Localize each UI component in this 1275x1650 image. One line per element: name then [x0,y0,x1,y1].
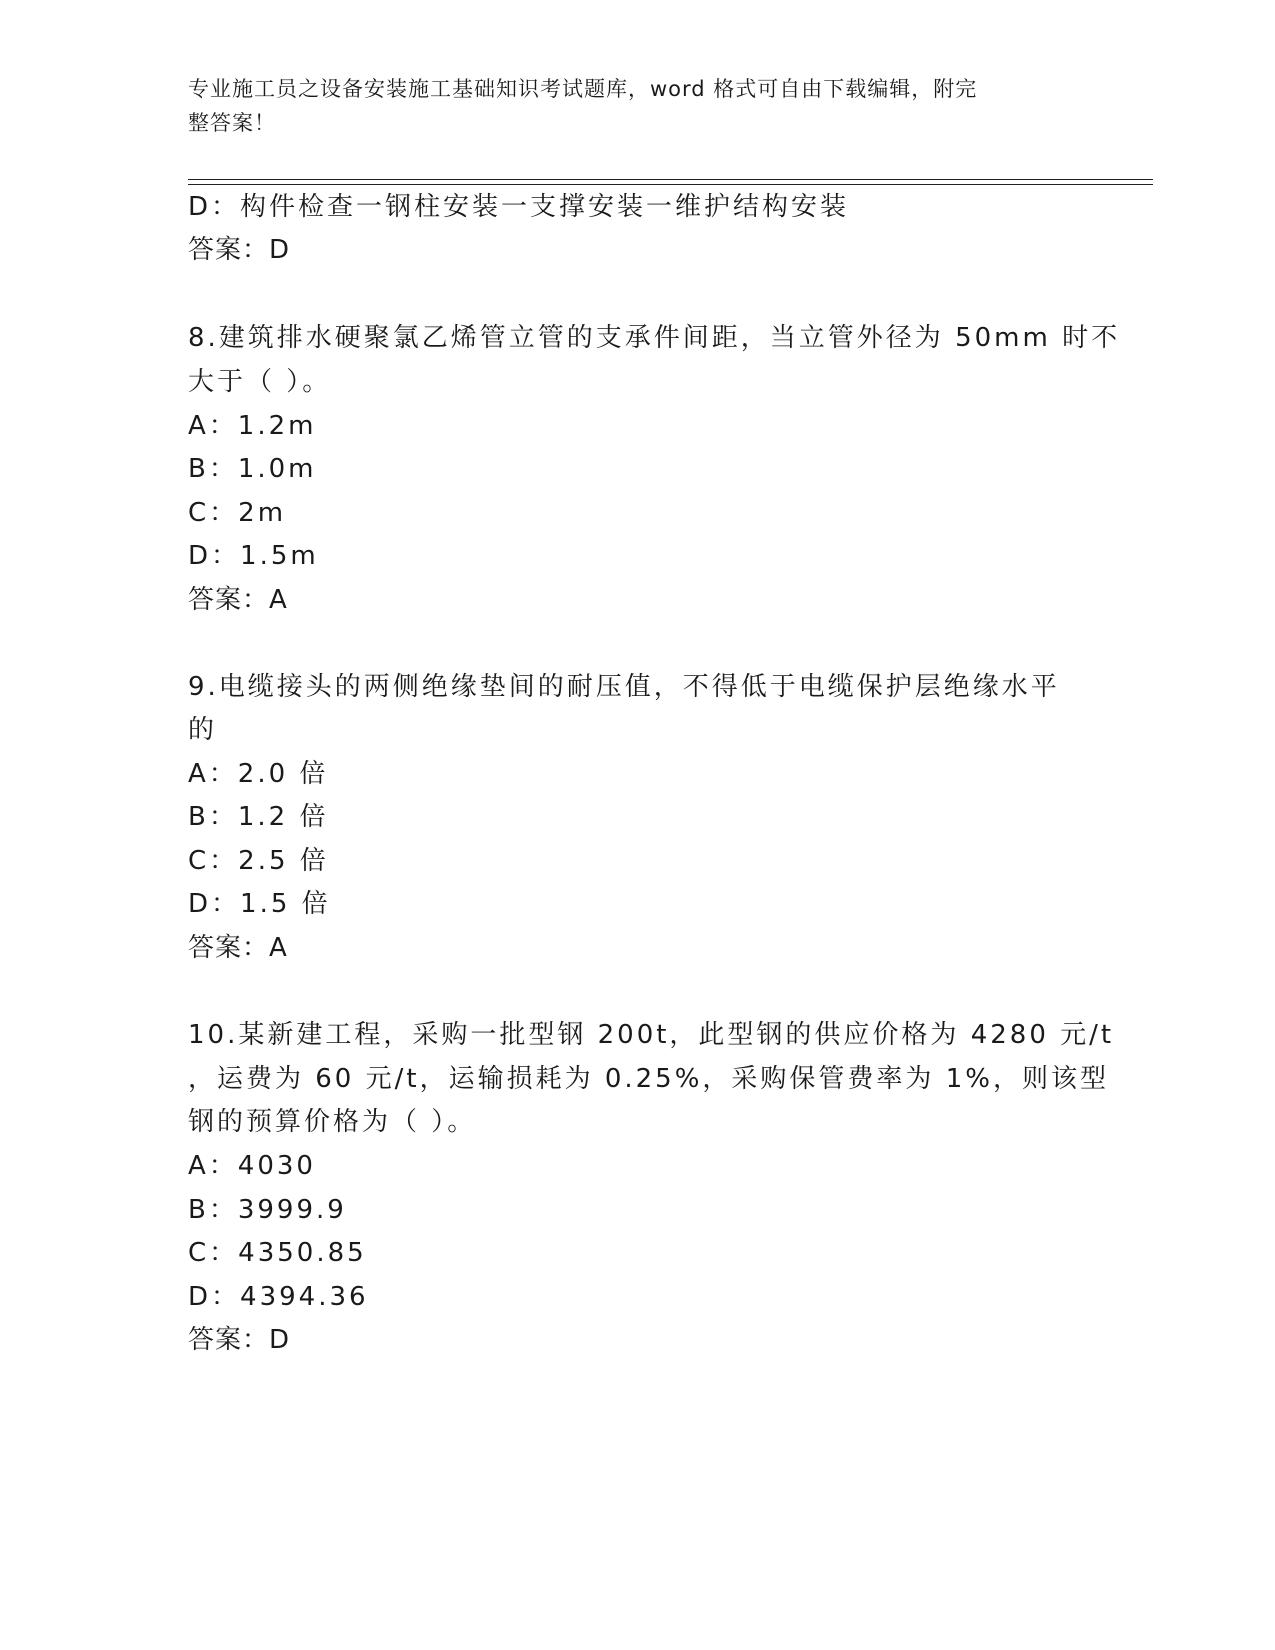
prev-option-d: D：构件检查一钢柱安装一支撑安装一维护结构安装 [188,192,850,222]
q9-option-c: C：2.5 倍 [188,846,329,876]
q10-answer: 答案：D [188,1325,291,1355]
header-line-2: 整答案！ [188,111,276,135]
q9-stem-line-2: 的 [188,715,218,745]
header-line-1: 专业施工员之设备安装施工基础知识考试题库，word 格式可自由下载编辑，附完 [188,77,978,101]
q8-option-a: A：1.2m [188,411,317,441]
q10-stem-line-3: 钢的预算价格为（ ）。 [188,1107,477,1137]
q10-stem-line-2: ，运费为 60 元/t，运输损耗为 0.25%，采购保管费率为 1%，则该型 [188,1064,1109,1094]
q9-option-b: B：1.2 倍 [188,802,329,832]
header-divider-bottom [188,184,1153,185]
q10-option-a: A：4030 [188,1151,316,1181]
q10-stem-line-1: 10.某新建工程，采购一批型钢 200t，此型钢的供应价格为 4280 元/t [188,1020,1115,1050]
q9-stem-line-1: 9.电缆接头的两侧绝缘垫间的耐压值，不得低于电缆保护层绝缘水平 [188,672,1060,702]
q10-option-c: C：4350.85 [188,1238,367,1268]
q10-option-d: D：4394.36 [188,1282,369,1312]
q8-answer: 答案：A [188,585,288,615]
q8-stem-line-1: 8.建筑排水硬聚氯乙烯管立管的支承件间距，当立管外径为 50mm 时不 [188,323,1121,353]
q8-option-b: B：1.0m [188,454,317,484]
q9-option-d: D：1.5 倍 [188,889,331,919]
header-divider-top [188,179,1153,180]
q8-option-c: C：2m [188,498,287,528]
q8-option-d: D：1.5m [188,541,319,571]
q9-option-a: A：2.0 倍 [188,759,329,789]
prev-answer: 答案：D [188,235,291,265]
q9-answer: 答案：A [188,933,288,963]
q10-option-b: B：3999.9 [188,1195,347,1225]
q8-stem-line-2: 大于（ ）。 [188,367,332,397]
document-header [188,72,1088,140]
